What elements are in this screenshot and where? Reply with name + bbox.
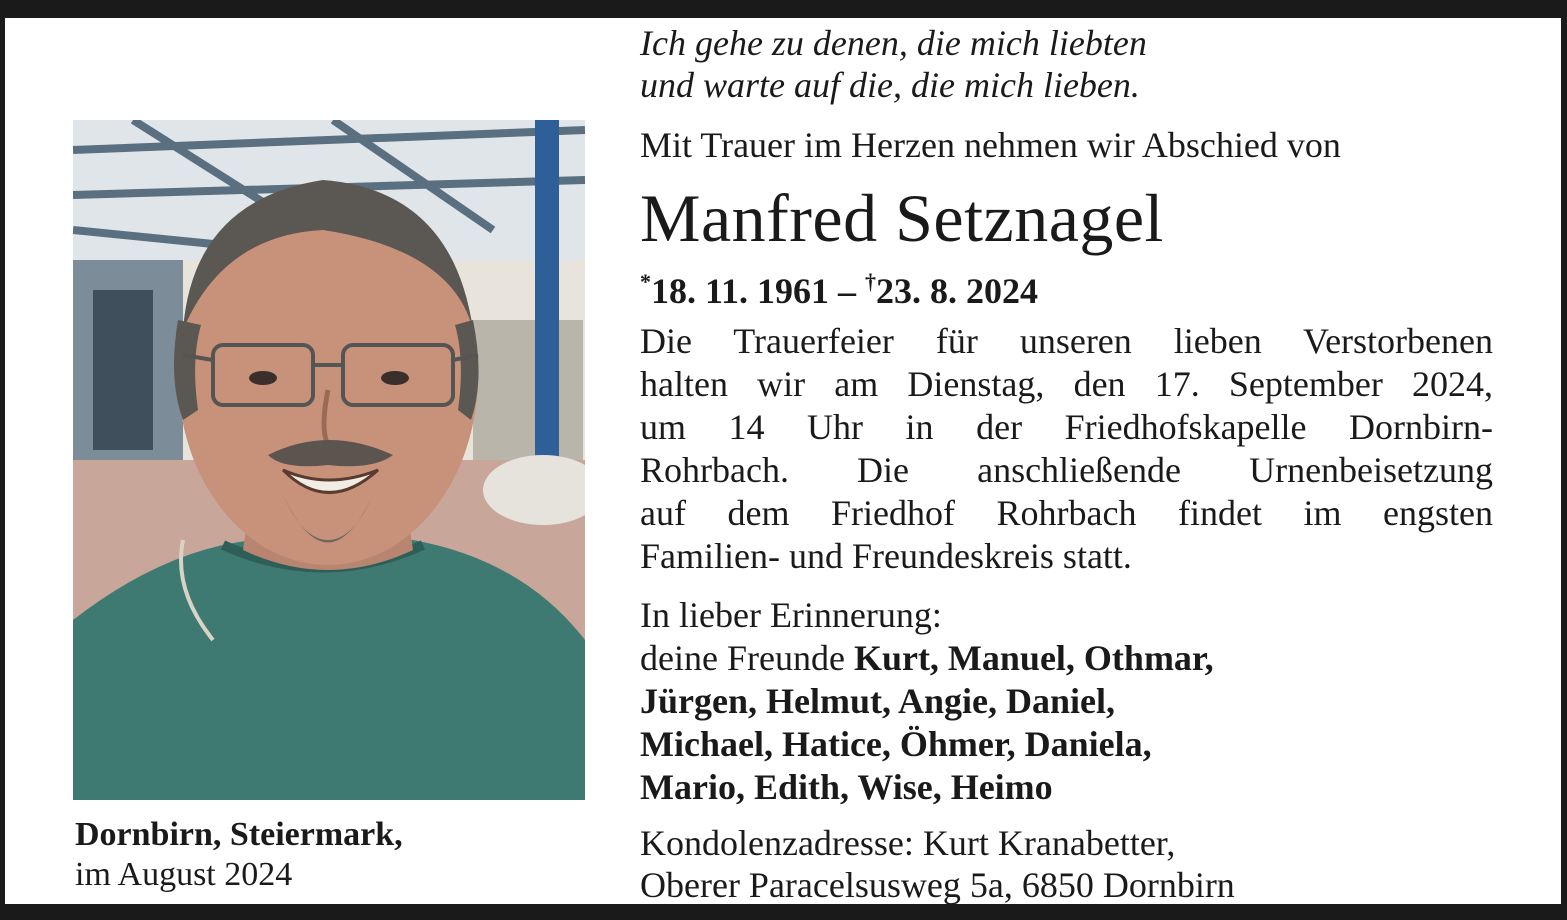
announcement-line: um 14 Uhr in der Friedhofskapelle Dornbirn- bbox=[640, 407, 1493, 447]
memory-section bbox=[640, 594, 1495, 809]
date-separator: – bbox=[829, 271, 866, 311]
contact-line-1: Kondolenzadresse: Kurt Kranabetter, bbox=[640, 823, 1176, 863]
portrait-photo bbox=[73, 120, 585, 800]
motto bbox=[640, 22, 1495, 106]
life-dates bbox=[640, 262, 1495, 311]
announcement-line: halten wir am Dienstag, den 17. September 2024, bbox=[640, 364, 1493, 404]
announcement-line: auf dem Friedhof Rohrbach findet im engsten bbox=[640, 493, 1493, 533]
friends-line-3 bbox=[640, 723, 1495, 766]
portrait-illustration bbox=[73, 120, 585, 800]
announcement-line: Rohrbach. Die anschließende Urnenbeisetzung bbox=[640, 450, 1493, 490]
announcement-line: Die Trauerfeier für unseren lieben Verstorbenen bbox=[640, 321, 1493, 361]
birth-date: 18. 11. 1961 bbox=[651, 271, 830, 311]
funeral-announcement bbox=[640, 320, 1493, 578]
condolence-address bbox=[640, 822, 1495, 906]
announcement-line: Familien- und Freundeskreis statt. bbox=[640, 536, 1132, 576]
motto-line-2: und warte auf die, die mich lieben. bbox=[640, 65, 1140, 105]
deceased-name: Manfred Setznagel bbox=[640, 180, 1164, 256]
friends-names-4: Mario, Edith, Wise, Heimo bbox=[640, 767, 1053, 807]
place-line: Dornbirn, Steiermark, bbox=[75, 816, 403, 853]
friends-prefix: deine Freunde bbox=[640, 638, 854, 678]
friends-line-2 bbox=[640, 680, 1495, 723]
lead-text: Mit Trauer im Herzen nehmen wir Abschied von bbox=[640, 125, 1341, 165]
friends-names-2: Jürgen, Helmut, Angie, Daniel, bbox=[640, 681, 1115, 721]
death-date: 23. 8. 2024 bbox=[876, 271, 1039, 311]
contact-line-2: Oberer Paracelsusweg 5a, 6850 Dornbirn bbox=[640, 865, 1235, 905]
friends-names-3: Michael, Hatice, Öhmer, Daniela, bbox=[640, 724, 1152, 764]
friends-names-1: Kurt, Manuel, Othmar, bbox=[853, 638, 1214, 678]
motto-line-1: Ich gehe zu denen, die mich liebten bbox=[640, 23, 1147, 63]
death-symbol: † bbox=[865, 269, 877, 294]
friends-line-1 bbox=[640, 637, 1495, 680]
birth-symbol: * bbox=[640, 269, 651, 294]
friends-line-4 bbox=[640, 766, 1495, 809]
place-date-line: im August 2024 bbox=[75, 856, 293, 893]
memory-heading: In lieber Erinnerung: bbox=[640, 595, 942, 635]
